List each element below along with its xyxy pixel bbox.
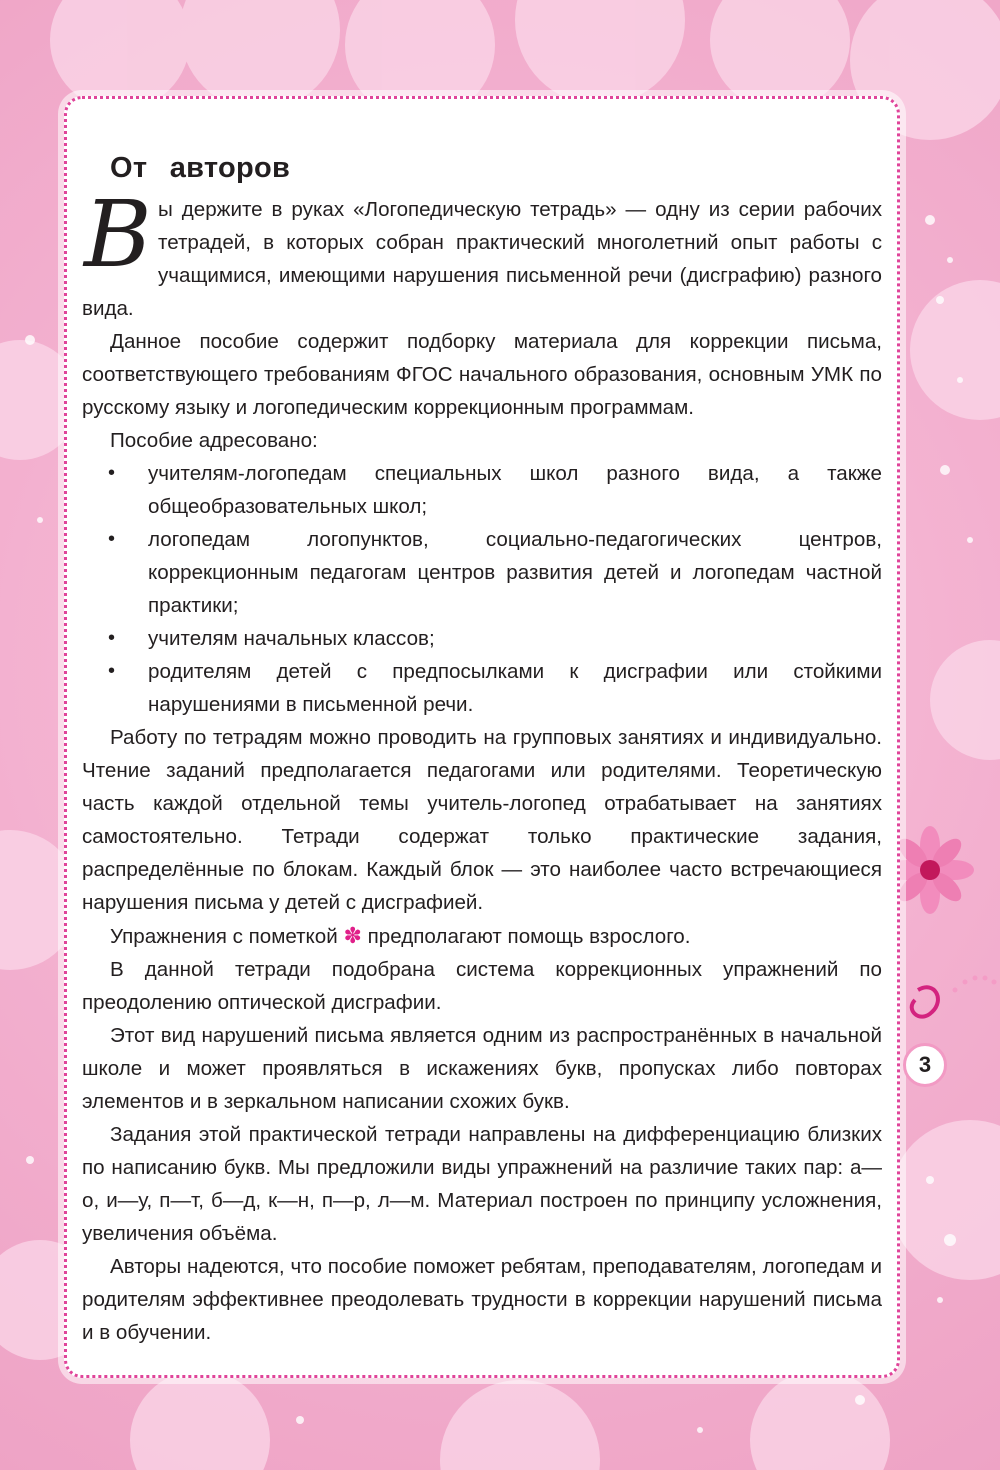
bullet-icon: • [108,528,116,550]
paragraph-tasks: Задания этой практической тетради направлены на дифференциацию близких по написанию букв. Мы предложили виды упражнений на различие таких пар: а—о, и—у, п—т, б—д, к—н, п—р, л—м. Материал построен по принципу усложнения, увеличения объёма. [82,1123,882,1245]
paragraph-disorder-type: Этот вид нарушений письма является одним из распространённых в начальной школе и может проявляться в искажениях букв, пропусках либо повторах элементов и в зеркальном написании схожих букв. [82,1024,882,1113]
page-number: 3 [903,1043,947,1087]
swirl-ornament [912,987,938,1016]
paragraph-conclusion: Авторы надеются, что пособие поможет ребятам, преподавателям, логопедам и родителям эффективнее преодолевать трудности в коррекции нарушений письма и в обучении. [82,1255,882,1344]
bullet-icon: • [108,660,116,682]
paragraph-work-methods: Работу по тетрадям можно проводить на групповых занятиях и индивидуально. Чтение заданий предполагается педагогами или родителями. Теоретическую часть каждой отдельной темы учитель-логопед отрабатывает на занятиях самостоятельно. Тетради содержат только практические задания, распределённые по блокам. Каждый блок — это наиболее часто встречающиеся нарушения письма у детей с дисграфией. [82,726,882,914]
list-item: • логопедам логопунктов, социально-педагогических центров, коррекционным педагогам центров развития детей и логопедам частной практики; [82,523,882,622]
intro-paragraph [82,181,882,325]
audience-list [82,457,882,721]
exercises-note: Упражнения с пометкой ✽ предполагают помощь взрослого. [110,923,691,948]
bullet-icon: • [108,627,116,649]
bullet-icon: • [108,462,116,484]
intro-text: ы держите в руках «Логопедическую тетрадь» — одну из серии рабочих тетрадей, в которых собран практический многолетний опыт работы с учащимися, имеющими нарушения письменной речи (дисграфию) разного вида. [82,198,882,320]
paragraph-manual-content: Данное пособие содержит подборку материала для коррекции письма, соответствующего требованиям ФГОС начального образования, основным УМК по русскому языку и логопедическим коррекционным программам. [82,330,882,419]
addressed-to-label: Пособие адресовано: [110,429,318,452]
dotted-swirl [953,976,997,993]
page-title: От авторов [110,152,291,184]
drop-cap: В [84,181,152,288]
list-item: • учителям начальных классов; [82,622,882,655]
asterisk-icon: ✽ [343,923,362,948]
list-item: • учителям-логопедам специальных школ разного вида, а также общеобразовательных школ; [82,457,882,523]
list-item: • родителям детей с предпосылками к дисграфии или стойкими нарушениями в письменной речи. [82,655,882,721]
article [82,150,882,1349]
paragraph-system: В данной тетради подобрана система коррекционных упражнений по преодолению оптической дисграфии. [82,958,882,1014]
